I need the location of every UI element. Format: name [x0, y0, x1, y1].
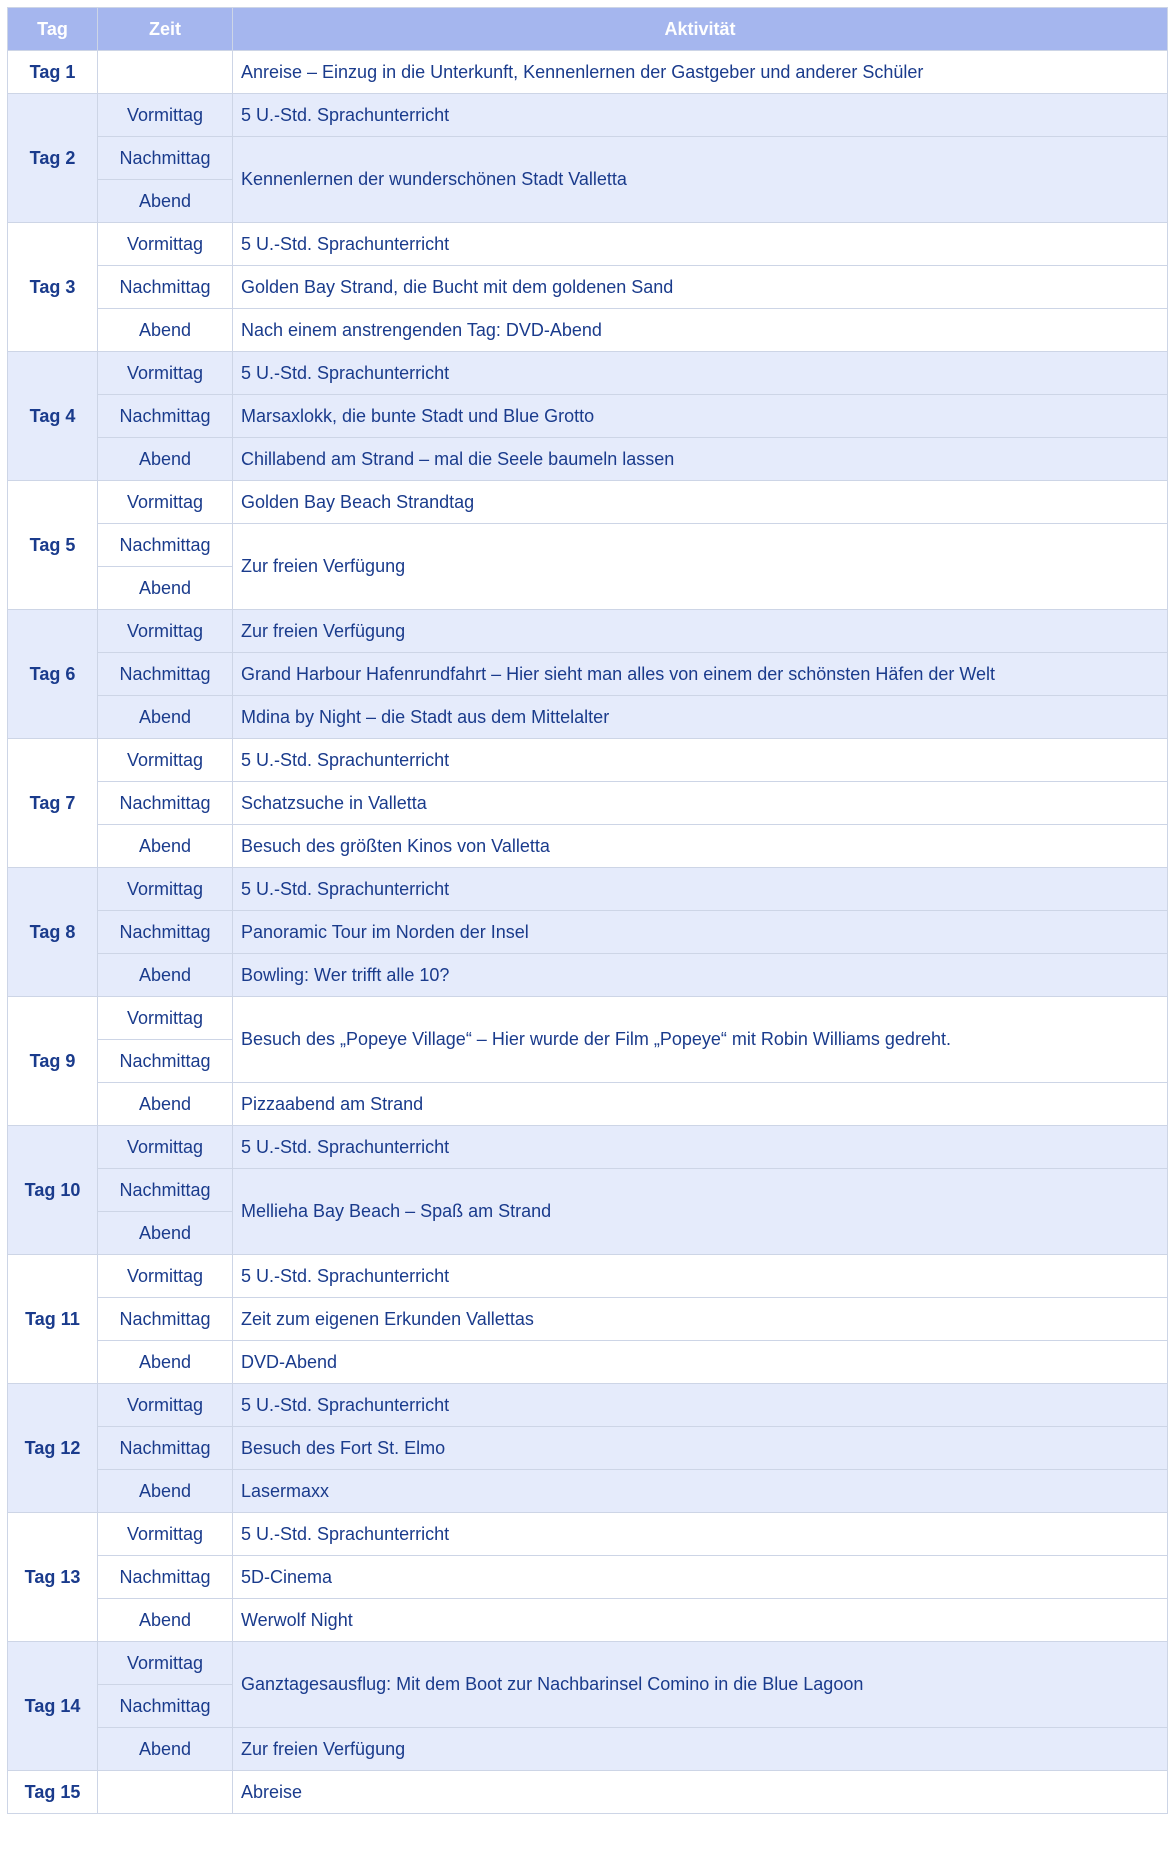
day-label: Tag 2 — [8, 94, 98, 223]
table-row — [8, 137, 1168, 180]
day-label: Tag 14 — [8, 1642, 98, 1771]
time-cell: Nachmittag — [98, 395, 233, 438]
time-cell: Abend — [98, 825, 233, 868]
time-cell: Nachmittag — [98, 1169, 233, 1212]
day-label: Tag 6 — [8, 610, 98, 739]
activity-cell: Zur freien Verfügung — [233, 1728, 1168, 1771]
table-row — [8, 395, 1168, 438]
activity-cell: 5 U.-Std. Sprachunterricht — [233, 739, 1168, 782]
table-row — [8, 51, 1168, 94]
column-header-aktivitaet: Aktivität — [233, 8, 1168, 51]
activity-cell: Zeit zum eigenen Erkunden Vallettas — [233, 1298, 1168, 1341]
column-header-zeit: Zeit — [98, 8, 233, 51]
table-row — [8, 438, 1168, 481]
day-label: Tag 3 — [8, 223, 98, 352]
table-row — [8, 997, 1168, 1040]
time-cell: Nachmittag — [98, 911, 233, 954]
time-cell: Nachmittag — [98, 524, 233, 567]
time-cell: Abend — [98, 1728, 233, 1771]
day-label: Tag 9 — [8, 997, 98, 1126]
time-cell: Abend — [98, 1212, 233, 1255]
time-cell: Vormittag — [98, 1384, 233, 1427]
table-row — [8, 1556, 1168, 1599]
time-cell: Abend — [98, 309, 233, 352]
time-cell: Nachmittag — [98, 137, 233, 180]
table-row — [8, 653, 1168, 696]
activity-cell: Ganztagesausflug: Mit dem Boot zur Nachbarinsel Comino in die Blue Lagoon — [233, 1642, 1168, 1728]
table-row — [8, 1513, 1168, 1556]
table-row — [8, 524, 1168, 567]
activity-cell: Werwolf Night — [233, 1599, 1168, 1642]
day-label: Tag 10 — [8, 1126, 98, 1255]
activity-cell: Abreise — [233, 1771, 1168, 1814]
time-cell: Abend — [98, 696, 233, 739]
activity-cell: Panoramic Tour im Norden der Insel — [233, 911, 1168, 954]
time-cell: Nachmittag — [98, 782, 233, 825]
time-cell: Abend — [98, 438, 233, 481]
table-row — [8, 610, 1168, 653]
day-label: Tag 11 — [8, 1255, 98, 1384]
time-cell-empty — [98, 1771, 233, 1814]
activity-cell: DVD-Abend — [233, 1341, 1168, 1384]
table-row — [8, 1255, 1168, 1298]
table-row — [8, 1169, 1168, 1212]
table-row — [8, 1642, 1168, 1685]
activity-cell: Grand Harbour Hafenrundfahrt – Hier sieht man alles von einem der schönsten Häfen der Welt — [233, 653, 1168, 696]
time-cell: Abend — [98, 1083, 233, 1126]
table-row — [8, 825, 1168, 868]
day-label: Tag 1 — [8, 51, 98, 94]
table-row — [8, 1126, 1168, 1169]
activity-cell: Zur freien Verfügung — [233, 524, 1168, 610]
time-cell: Vormittag — [98, 352, 233, 395]
time-cell: Vormittag — [98, 1642, 233, 1685]
time-cell: Nachmittag — [98, 1040, 233, 1083]
table-row — [8, 1341, 1168, 1384]
time-cell: Abend — [98, 567, 233, 610]
day-label: Tag 12 — [8, 1384, 98, 1513]
activity-cell: Golden Bay Strand, die Bucht mit dem goldenen Sand — [233, 266, 1168, 309]
time-cell: Abend — [98, 1341, 233, 1384]
table-row — [8, 868, 1168, 911]
table-row — [8, 696, 1168, 739]
activity-cell: 5 U.-Std. Sprachunterricht — [233, 352, 1168, 395]
time-cell: Vormittag — [98, 94, 233, 137]
time-cell: Abend — [98, 1470, 233, 1513]
day-label: Tag 7 — [8, 739, 98, 868]
header-row — [8, 8, 1168, 51]
table-row — [8, 954, 1168, 997]
time-cell: Nachmittag — [98, 1298, 233, 1341]
day-label: Tag 4 — [8, 352, 98, 481]
activity-cell: Golden Bay Beach Strandtag — [233, 481, 1168, 524]
time-cell: Nachmittag — [98, 1427, 233, 1470]
time-cell: Abend — [98, 1599, 233, 1642]
table-row — [8, 1728, 1168, 1771]
table-row — [8, 94, 1168, 137]
day-label: Tag 15 — [8, 1771, 98, 1814]
table-row — [8, 1470, 1168, 1513]
table-row — [8, 223, 1168, 266]
activity-cell: 5 U.-Std. Sprachunterricht — [233, 1255, 1168, 1298]
activity-cell: Mellieha Bay Beach – Spaß am Strand — [233, 1169, 1168, 1255]
time-cell: Vormittag — [98, 223, 233, 266]
table-row — [8, 309, 1168, 352]
time-cell: Vormittag — [98, 868, 233, 911]
time-cell: Vormittag — [98, 481, 233, 524]
activity-cell: Besuch des größten Kinos von Valletta — [233, 825, 1168, 868]
table-row — [8, 1384, 1168, 1427]
table-row — [8, 1298, 1168, 1341]
table-row — [8, 481, 1168, 524]
activity-cell: Chillabend am Strand – mal die Seele baumeln lassen — [233, 438, 1168, 481]
time-cell: Abend — [98, 954, 233, 997]
time-cell: Nachmittag — [98, 653, 233, 696]
table-row — [8, 1599, 1168, 1642]
activity-cell: Anreise – Einzug in die Unterkunft, Kennenlernen der Gastgeber und anderer Schüler — [233, 51, 1168, 94]
table-row — [8, 1427, 1168, 1470]
time-cell: Vormittag — [98, 739, 233, 782]
activity-cell: 5 U.-Std. Sprachunterricht — [233, 1513, 1168, 1556]
time-cell: Abend — [98, 180, 233, 223]
table-row — [8, 739, 1168, 782]
activity-cell: Nach einem anstrengenden Tag: DVD-Abend — [233, 309, 1168, 352]
time-cell: Nachmittag — [98, 266, 233, 309]
table-row — [8, 352, 1168, 395]
time-cell: Nachmittag — [98, 1685, 233, 1728]
day-label: Tag 8 — [8, 868, 98, 997]
table-row — [8, 1083, 1168, 1126]
activity-cell: Lasermaxx — [233, 1470, 1168, 1513]
table-row — [8, 782, 1168, 825]
time-cell: Nachmittag — [98, 1556, 233, 1599]
schedule-table — [7, 7, 1168, 1814]
activity-cell: Besuch des Fort St. Elmo — [233, 1427, 1168, 1470]
column-header-tag: Tag — [8, 8, 98, 51]
activity-cell: Pizzaabend am Strand — [233, 1083, 1168, 1126]
activity-cell: Kennenlernen der wunderschönen Stadt Valletta — [233, 137, 1168, 223]
activity-cell: Mdina by Night – die Stadt aus dem Mittelalter — [233, 696, 1168, 739]
time-cell: Vormittag — [98, 997, 233, 1040]
activity-cell: 5 U.-Std. Sprachunterricht — [233, 94, 1168, 137]
activity-cell: Schatzsuche in Valletta — [233, 782, 1168, 825]
time-cell: Vormittag — [98, 1255, 233, 1298]
activity-cell: Zur freien Verfügung — [233, 610, 1168, 653]
table-row — [8, 911, 1168, 954]
table-row — [8, 266, 1168, 309]
time-cell: Vormittag — [98, 1513, 233, 1556]
activity-cell: Bowling: Wer trifft alle 10? — [233, 954, 1168, 997]
time-cell: Vormittag — [98, 610, 233, 653]
time-cell: Vormittag — [98, 1126, 233, 1169]
activity-cell: 5 U.-Std. Sprachunterricht — [233, 1384, 1168, 1427]
activity-cell: 5 U.-Std. Sprachunterricht — [233, 223, 1168, 266]
day-label: Tag 5 — [8, 481, 98, 610]
activity-cell: Besuch des „Popeye Village“ – Hier wurde der Film „Popeye“ mit Robin Williams gedreht. — [233, 997, 1168, 1083]
activity-cell: 5 U.-Std. Sprachunterricht — [233, 868, 1168, 911]
table-row — [8, 1771, 1168, 1814]
activity-cell: 5 U.-Std. Sprachunterricht — [233, 1126, 1168, 1169]
time-cell-empty — [98, 51, 233, 94]
activity-cell: 5D-Cinema — [233, 1556, 1168, 1599]
activity-cell: Marsaxlokk, die bunte Stadt und Blue Grotto — [233, 395, 1168, 438]
day-label: Tag 13 — [8, 1513, 98, 1642]
